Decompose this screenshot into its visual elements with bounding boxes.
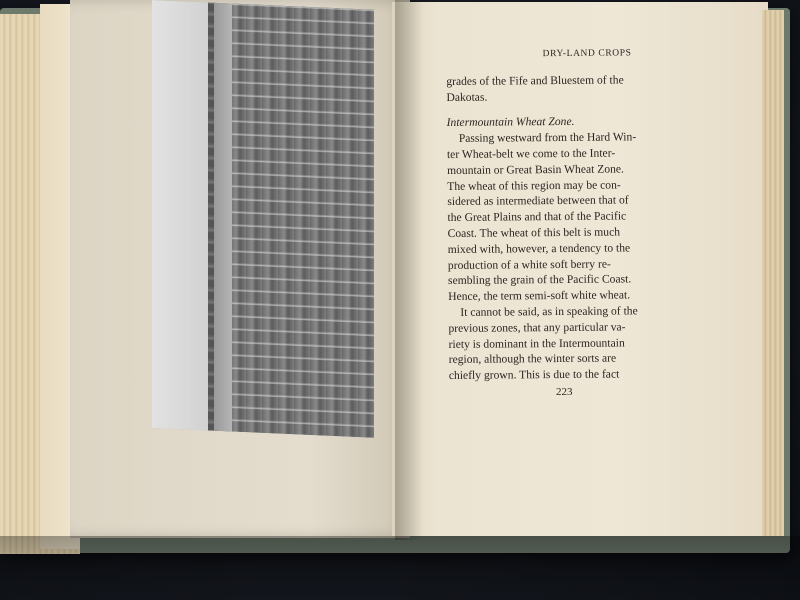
plate-crop-rows [214,3,374,438]
plate-road [214,3,232,432]
text-line: ter Wheat-belt we come to the Inter- [446,146,616,161]
running-head: DRY-LAND CROPS [542,48,632,60]
text-line: Hence, the term semi-soft white wheat. [448,288,631,304]
text-line: riety is dominant in the Intermountain [448,335,625,351]
text-line: Passing westward from the Hard Win- [458,130,637,146]
page-text [446,46,679,384]
right-page-stack [762,10,784,536]
text-line: production of a white soft berry re- [447,257,611,272]
text-line: sidered as intermediate between that of [447,193,629,209]
text-line: grades of the Fife and Bluestem of the [446,73,624,88]
page-number: 223 [556,386,573,398]
section-title: Intermountain Wheat Zone. [446,115,575,130]
text-line: mountain or Great Basin Wheat Zone. [447,162,624,177]
text-line: mixed with, however, a tendency to the [447,241,631,256]
text-line: chiefly grown. This is due to the fact [448,367,620,383]
photo-plate-field-rows [152,0,374,438]
book-gutter [395,0,423,540]
text-line: It cannot be said, as in speaking of the [460,304,638,319]
text-line: Coast. The wheat of this belt is much [447,225,621,240]
text-line: previous zones, that any particular va- [448,320,626,335]
text-line: The wheat of this region may be con- [447,178,621,193]
text-line: sembling the grain of the Pacific Coast. [447,272,632,288]
text-line: Dakotas. [446,90,488,104]
text-line: region, although the winter sorts are [448,351,617,367]
book-shadow [0,536,800,600]
text-line: the Great Plains and that of the Pacific [447,209,627,225]
plate-sky [152,0,214,431]
